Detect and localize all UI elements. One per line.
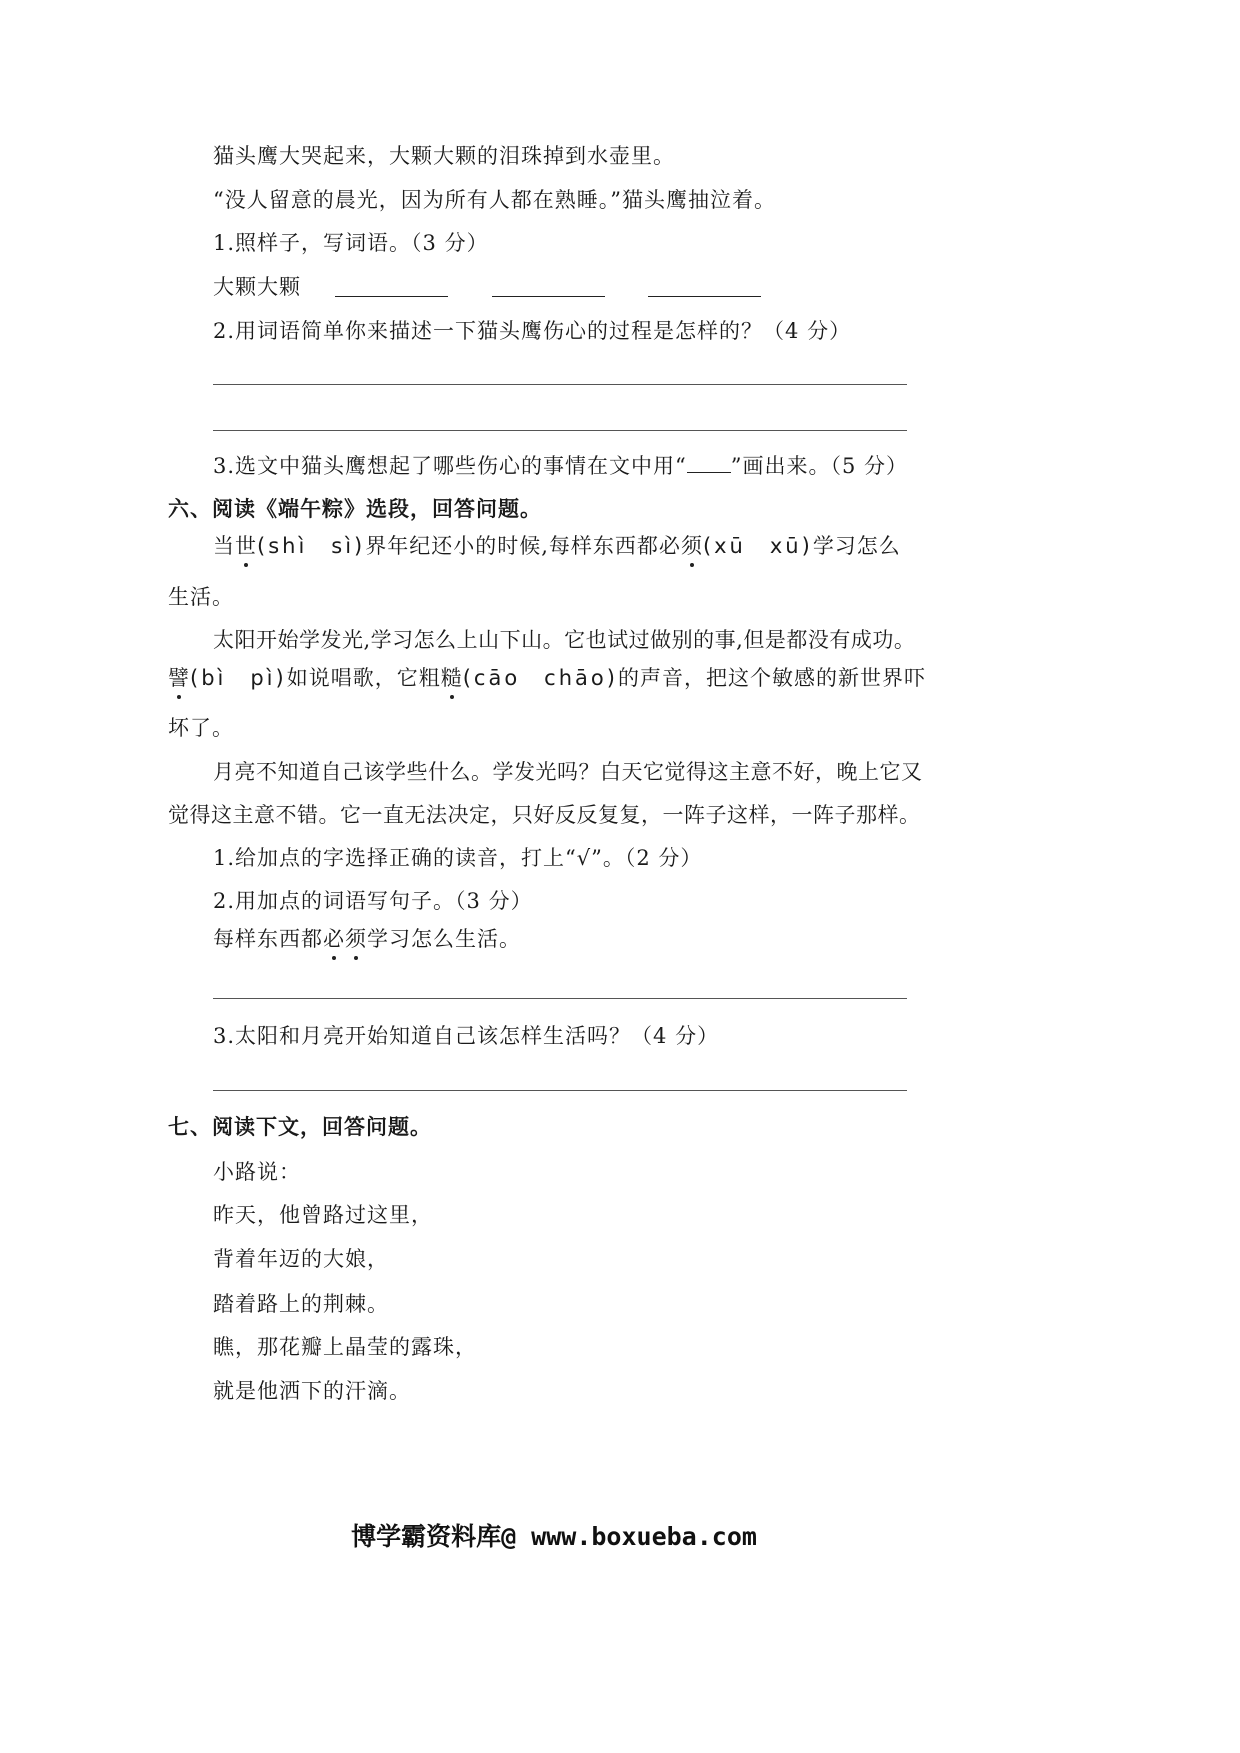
question-text: 3.选文中猫头鹰想起了哪些伤心的事情在文中用“ ”画出来。（5 分） — [213, 454, 909, 478]
passage-line: 觉得这主意不错。它一直无法决定，只好反反复复，一阵子这样，一阵子那样。 — [168, 803, 921, 827]
pinyin-options[interactable]: (shì sì) — [257, 534, 366, 558]
answer-line[interactable] — [213, 384, 907, 385]
question-text: 3.太阳和月亮开始知道自己该怎样生活吗？（4 分） — [213, 1024, 720, 1048]
dotted-char: 须 — [680, 534, 703, 558]
passage-line: 譬(bì pì)如说唱歌，它粗糙(cāo chāo)的声音，把这个敏感的新世界吓 — [168, 666, 926, 690]
passage-line: 当世(shì sì)界年纪还小的时候,每样东西都必须(xū xū)学习怎么 — [213, 534, 901, 558]
passage-line: “没人留意的晨光，因为所有人都在熟睡。”猫头鹰抽泣着。 — [213, 188, 776, 212]
poem-line: 瞧，那花瓣上晶莹的露珠， — [213, 1335, 477, 1359]
underline-mark — [687, 454, 731, 473]
answer-line[interactable] — [213, 1090, 907, 1091]
example-sentence: 每样东西都必须学习怎么生活。 — [213, 927, 521, 951]
pinyin-options[interactable]: (cāo chāo) — [462, 666, 618, 690]
watermark-footer: 博学霸资料库@ www.boxueba.com — [351, 1522, 757, 1551]
poem-line: 昨天，他曾路过这里， — [213, 1203, 433, 1227]
answer-blank[interactable] — [335, 276, 448, 297]
poem-line: 就是他洒下的汗滴。 — [213, 1379, 411, 1403]
pinyin-options[interactable]: (xū xū) — [702, 534, 813, 558]
passage-line: 猫头鹰大哭起来，大颗大颗的泪珠掉到水壶里。 — [213, 144, 675, 168]
poem-line: 背着年迈的大娘， — [213, 1247, 389, 1271]
question-text: 1.给加点的字选择正确的读音，打上“√”。（2 分） — [213, 846, 703, 870]
passage-line: 坏了。 — [168, 716, 234, 740]
example-word: 大颗大颗 — [213, 275, 301, 299]
question-text: 2.用加点的词语写句子。（3 分） — [213, 889, 533, 913]
section-title: 六、阅读《端午粽》选段，回答问题。 — [168, 497, 542, 521]
answer-blank[interactable] — [492, 276, 605, 297]
passage-line: 月亮不知道自己该学些什么。学发光吗？白天它觉得这主意不好，晚上它又 — [213, 760, 923, 784]
dotted-char: 必 — [323, 927, 345, 951]
answer-blank[interactable] — [648, 276, 761, 297]
example-words — [213, 273, 301, 301]
pinyin-options[interactable]: (bì pì) — [190, 666, 287, 690]
question-text: 1.照样子，写词语。（3 分） — [213, 231, 489, 255]
answer-line[interactable] — [213, 998, 907, 999]
dotted-char: 糙 — [440, 666, 463, 690]
dotted-char: 须 — [345, 927, 367, 951]
section-title: 七、阅读下文，回答问题。 — [168, 1115, 432, 1139]
passage-line: 生活。 — [168, 585, 234, 609]
answer-line[interactable] — [213, 430, 907, 431]
poem-line: 小路说： — [213, 1160, 301, 1184]
passage-line: 太阳开始学发光,学习怎么上山下山。它也试过做别的事,但是都没有成功。 — [213, 628, 916, 652]
dotted-char: 譬 — [168, 666, 190, 690]
dotted-char: 世 — [235, 534, 257, 558]
poem-line: 踏着路上的荆棘。 — [213, 1292, 389, 1316]
question-text: 2.用词语简单你来描述一下猫头鹰伤心的过程是怎样的？（4 分） — [213, 319, 852, 343]
